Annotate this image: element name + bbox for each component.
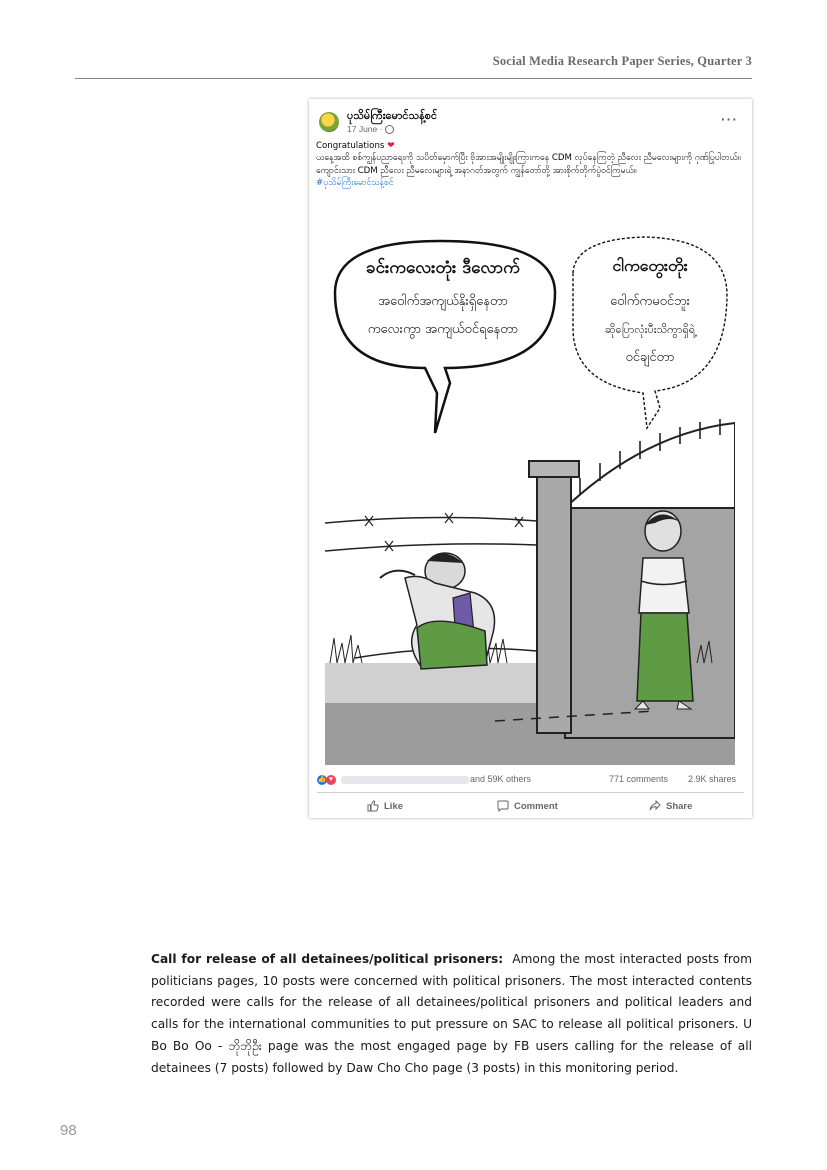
right-bubble-line-1: ငါကတွေးတိုး	[612, 256, 688, 275]
cartoon-image	[325, 233, 735, 765]
header-rule	[75, 78, 752, 79]
post-date[interactable]	[347, 124, 394, 134]
left-bubble-line-2: အဝေါက်အကျယ်နိုးရှိနေတာ	[378, 294, 508, 309]
left-bubble-line-3: ကလေးကွာ အကျယ်ဝင်ရနေတာ	[367, 322, 519, 337]
post-date-text: 17 June ·	[347, 124, 383, 134]
like-reaction-icon[interactable]: 👍	[317, 776, 327, 783]
page-name[interactable]: ပုသိမ်ကြီးမောင်သန့်စင်	[347, 109, 438, 122]
share-label: Share	[666, 800, 693, 812]
post-line-3: ကျောင်းသား CDM ညီလေး ညီမလေးများရဲ့ အနာဂတ်အတွက် ကျွန်တော်တို့ အားစိုက်တိုက်ပွဲဝင်ကြမယ်။	[316, 165, 637, 176]
post-text	[316, 140, 746, 189]
post-line-congrats: Congratulations	[316, 141, 385, 151]
reaction-count[interactable]: and 59K others	[470, 774, 532, 784]
post-line-2: ယနေ့အထိ စစ်ကျွန်ပညာရေးကို သပိတ်မှောက်ပြီး ဗိုအားအမျိုးမျိုးကြားကနေ CDM လုပ်နေကြတဲ့ ညီလေး ညီမလေးများကို ဂုဏ်ပြုပါတယ်။	[316, 153, 741, 164]
post-actions	[317, 799, 744, 815]
globe-icon	[385, 125, 394, 134]
hashtag-link[interactable]: #ပုသိမ်ကြီးမောင်သန့်စင်	[316, 177, 394, 188]
heart-icon: ❤	[387, 141, 395, 151]
right-bubble-line-3: ဆိုပြောလုံးပီးသိကွာရှိရဲ့	[604, 323, 696, 336]
comment-count[interactable]: 771 comments	[608, 774, 668, 784]
section-lead: Call for release of all detainees/political prisoners:	[151, 952, 504, 966]
share-button[interactable]	[649, 800, 692, 812]
avatar[interactable]	[319, 112, 339, 132]
love-reaction-icon[interactable]: ♥	[326, 775, 336, 785]
body-paragraph	[151, 949, 752, 1079]
reactions-bar	[317, 773, 744, 789]
post-header	[319, 107, 744, 137]
running-header: Social Media Research Paper Series, Quarter 3	[492, 54, 752, 68]
section-text: Among the most interacted posts from politicians pages, 10 posts were concerned with political prisoners. The most interacted contents recorded were calls for the release of all detainees/political prisoners and political leaders and calls for the international communities to put pressure on SAC to release all political prisoners. U Bo Bo Oo - ဘိုဘိုဦး page was the most engaged page by FB users calling for the release of all detainees (7 posts) followed by Daw Cho Cho page (3 posts) in this monitoring period.	[151, 952, 753, 1075]
right-bubble-line-2: ဝေါက်ကမဝင်ဘူး	[610, 294, 690, 309]
comment-label: Comment	[514, 800, 558, 812]
comment-button[interactable]	[497, 800, 558, 812]
share-icon	[649, 800, 661, 812]
like-button[interactable]	[367, 800, 403, 812]
more-options-icon[interactable]: ···	[721, 111, 738, 127]
blurred-reactor-names	[341, 776, 469, 784]
share-count[interactable]: 2.9K shares	[687, 774, 736, 784]
comment-icon	[497, 800, 509, 812]
right-bubble-line-4: ဝင်ချင်တာ	[625, 350, 675, 365]
left-bubble-line-1: ခင်းကလေးတုံး ဒီလောက်	[366, 258, 520, 278]
page-number: 98	[60, 1122, 77, 1139]
action-divider	[317, 792, 744, 793]
like-label: Like	[384, 800, 404, 812]
thumbs-up-icon	[367, 800, 379, 812]
facebook-post-screenshot	[309, 99, 752, 818]
